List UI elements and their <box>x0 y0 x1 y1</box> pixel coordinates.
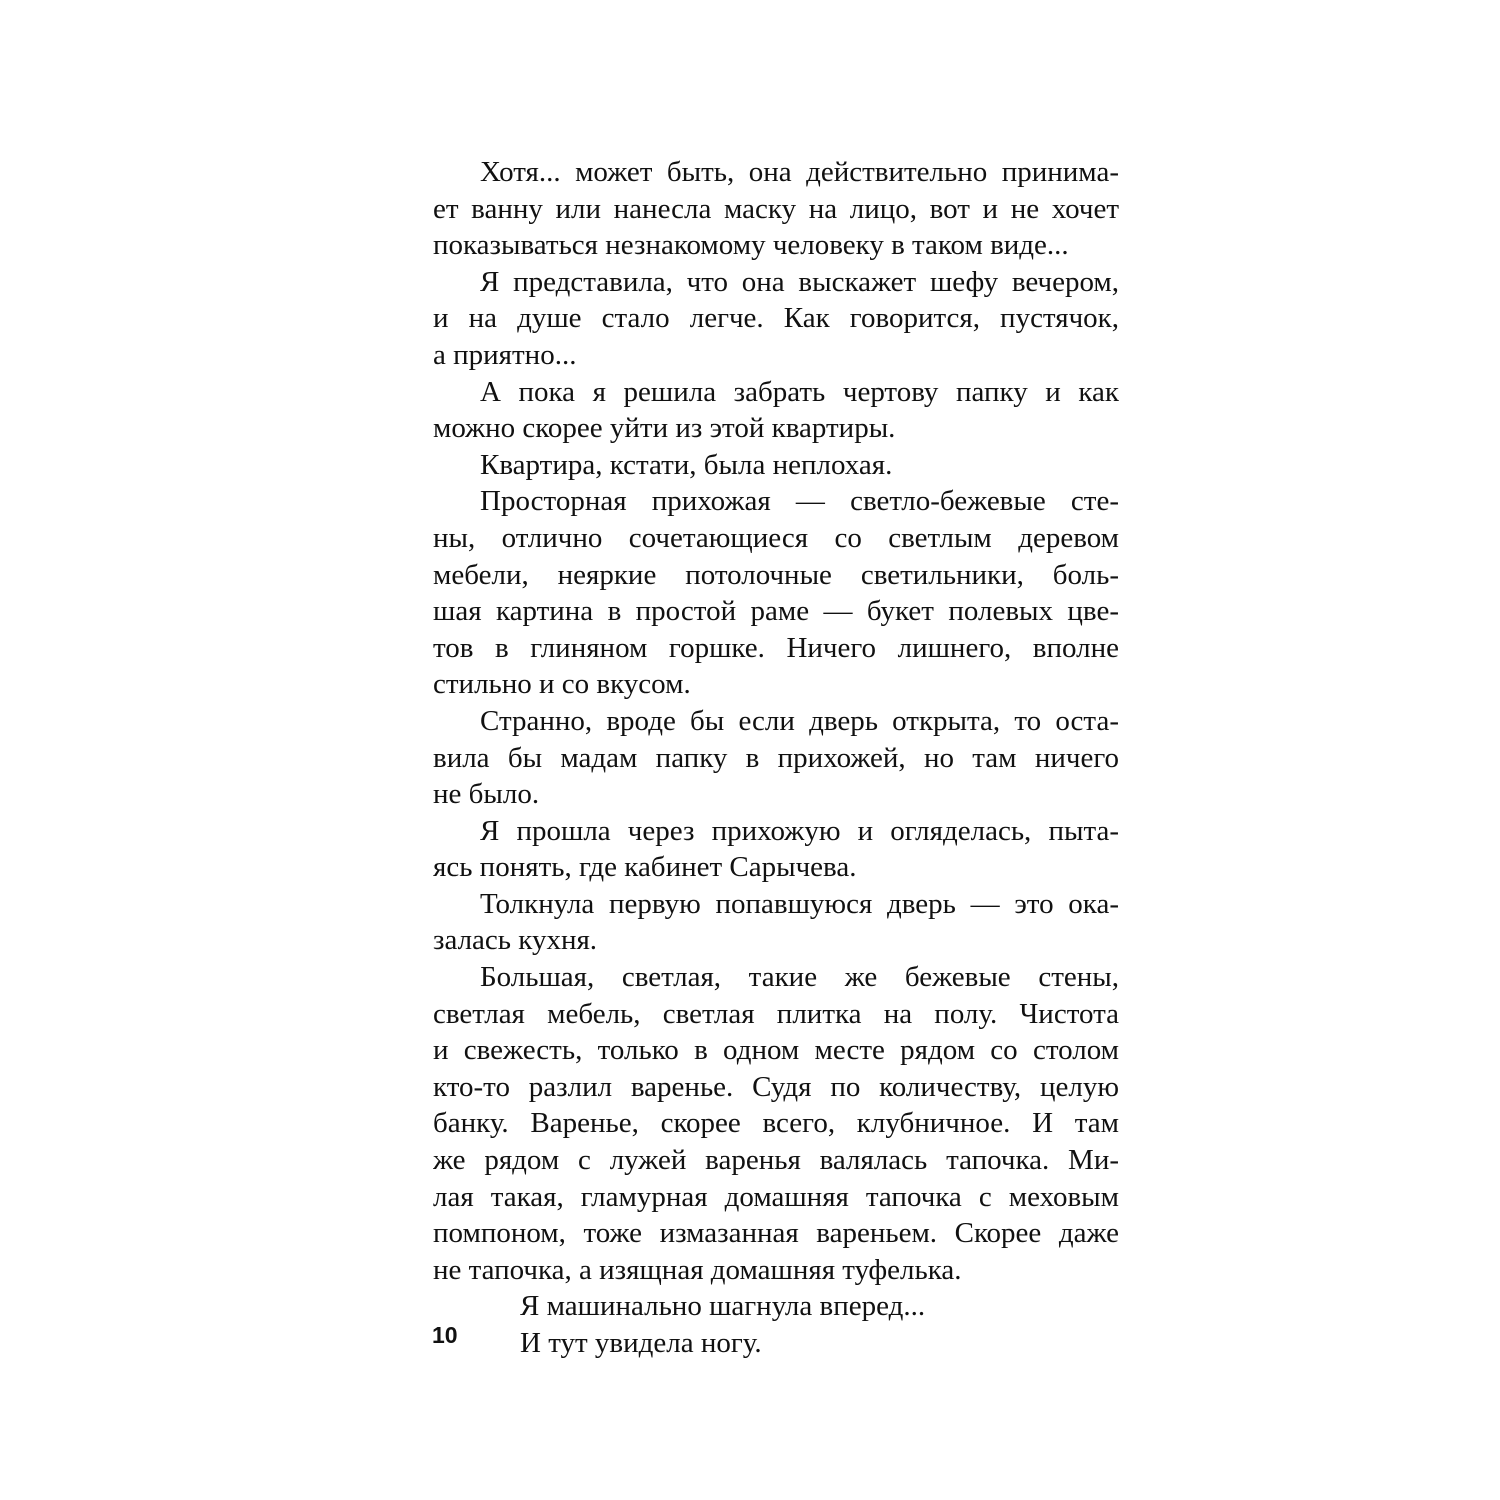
text-line: не тапочка, а изящная домашняя туфелька. <box>433 1253 962 1286</box>
text-line: шая картина в простой раме — букет полевых цве- <box>433 595 1119 628</box>
text-line: банку. Варенье, скорее всего, клубничное. И там <box>433 1107 1119 1140</box>
text-line: Просторная прихожая — светло-бежевые сте- <box>480 485 1119 518</box>
text-line: Квартира, кстати, была неплохая. <box>480 448 893 481</box>
text-line: ет ванну или нанесла маску на лицо, вот и не хочет <box>433 192 1119 225</box>
text-line: не было. <box>433 778 540 811</box>
text-line: И тут увидела ногу. <box>520 1327 762 1359</box>
text-line: Толкнула первую попавшуюся дверь — это ока- <box>480 887 1119 920</box>
text-line: тов в глиняном горшке. Ничего лишнего, вполне <box>433 631 1119 664</box>
text-line: залась кухня. <box>433 924 598 957</box>
text-line: показываться незнакомому человеку в таком виде... <box>433 229 1069 262</box>
text-line: можно скорее уйти из этой квартиры. <box>433 412 896 445</box>
text-line: А пока я решила забрать чертову папку и как <box>480 375 1119 408</box>
text-line: Большая, светлая, такие же бежевые стены, <box>480 961 1119 994</box>
text-line: и на душе стало легче. Как говорится, пустячок, <box>433 302 1119 335</box>
text-line: мебели, неяркие потолочные светильники, боль- <box>433 558 1119 591</box>
text-line: Хотя... может быть, она действительно принима- <box>480 156 1119 188</box>
text-line: Я машинально шагнула вперед... <box>520 1290 926 1323</box>
text-line: Я прошла через прихожую и огляделась, пыта- <box>480 814 1119 847</box>
page-number: 10 <box>432 1322 458 1348</box>
text-line: Я представила, что она выскажет шефу вечером, <box>480 265 1119 298</box>
text-line: Странно, вроде бы если дверь открыта, то оста- <box>480 704 1119 737</box>
text-line: светлая мебель, светлая плитка на полу. Чистота <box>433 997 1119 1030</box>
text-line: помпоном, тоже измазанная вареньем. Скорее даже <box>433 1217 1119 1250</box>
text-line: и свежесть, только в одном месте рядом со столом <box>433 1034 1119 1067</box>
text-line: лая такая, гламурная домашняя тапочка с меховым <box>433 1180 1119 1213</box>
text-line: кто-то разлил варенье. Судя по количеству, целую <box>433 1070 1119 1103</box>
text-line: ны, отлично сочетающиеся со светлым деревом <box>433 521 1119 554</box>
text-line: а приятно... <box>433 338 577 371</box>
text-line: вила бы мадам папку в прихожей, но там ничего <box>433 741 1119 774</box>
text-line: ясь понять, где кабинет Сарычева. <box>433 851 857 884</box>
text-line: же рядом с лужей варенья валялась тапочка. Ми- <box>433 1144 1119 1177</box>
body-text <box>433 154 1119 1362</box>
text-line: стильно и со вкусом. <box>433 668 691 701</box>
